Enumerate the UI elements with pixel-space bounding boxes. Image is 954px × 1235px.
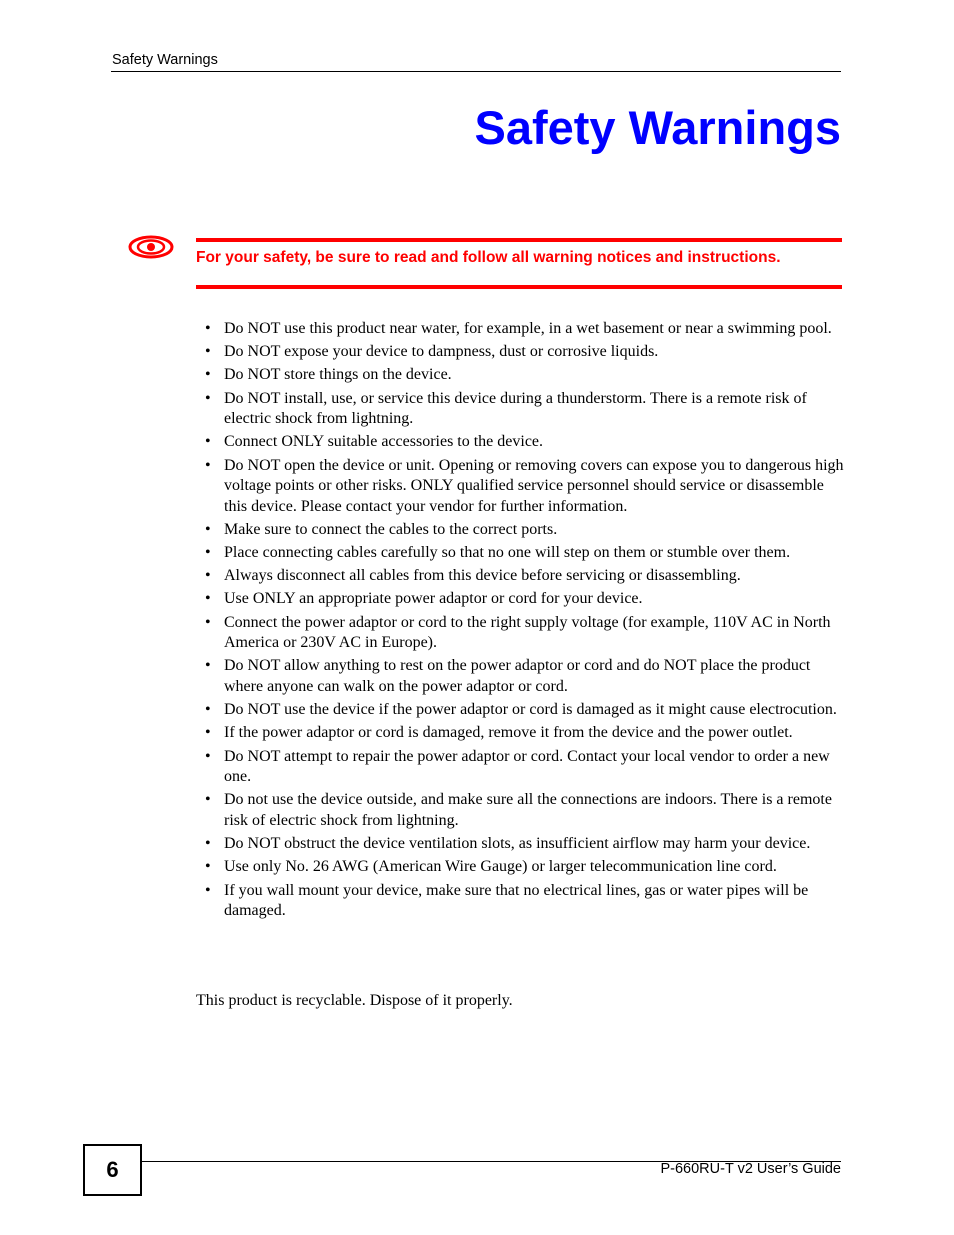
list-item	[204, 319, 844, 340]
list-item	[204, 656, 844, 697]
running-header: Safety Warnings	[112, 52, 218, 68]
bullet-marker: •	[205, 724, 211, 742]
list-item-text: Use ONLY an appropriate power adaptor or cord for your device.	[224, 590, 643, 608]
list-item-text: Do NOT use the device if the power adaptor or cord is damaged as it might cause electrocution.	[224, 701, 837, 719]
bullet-marker: •	[205, 389, 211, 407]
page-title: Safety Warnings	[474, 101, 841, 154]
bullet-marker: •	[205, 701, 211, 719]
list-item-text: If the power adaptor or cord is damaged, remove it from the device and the power outlet.	[224, 724, 793, 742]
header-rule	[111, 71, 841, 72]
bullet-marker: •	[205, 657, 211, 675]
list-item-text: Connect the power adaptor or cord to the right supply voltage (for example, 110V AC in North America or 230V AC in Europe).	[224, 613, 831, 652]
list-item	[204, 881, 844, 922]
bullet-marker: •	[205, 858, 211, 876]
list-item-text: Do NOT use this product near water, for example, in a wet basement or near a swimming pool.	[224, 320, 832, 337]
list-item	[204, 700, 844, 721]
list-item	[204, 520, 844, 541]
list-item	[204, 543, 844, 564]
list-item	[204, 566, 844, 587]
list-item-text: Place connecting cables carefully so that no one will step on them or stumble over them.	[224, 544, 791, 562]
warning-rule-top	[196, 238, 842, 242]
bullet-marker: •	[205, 791, 211, 809]
list-item-text: Do NOT allow anything to rest on the power adaptor or cord and do NOT place the product where anyone can walk on the power adaptor or cord.	[224, 657, 811, 696]
list-item-text: Do NOT store things on the device.	[224, 366, 452, 384]
list-item	[204, 834, 844, 855]
bullet-marker: •	[205, 747, 211, 765]
list-item-text: Do not use the device outside, and make sure all the connections are indoors. There is a remote risk of electric shock from lightning.	[224, 791, 832, 829]
list-item	[204, 432, 844, 453]
list-item-text: Do NOT attempt to repair the power adaptor or cord. Contact your local vendor to order a new one.	[224, 747, 830, 786]
page-number: 6	[83, 1144, 142, 1196]
bullet-marker: •	[205, 343, 211, 361]
list-item-text: Do NOT expose your device to dampness, dust or corrosive liquids.	[224, 343, 659, 361]
list-item	[204, 365, 844, 386]
list-item	[204, 456, 844, 518]
list-item-text: If you wall mount your device, make sure that no electrical lines, gas or water pipes will be damaged.	[224, 881, 809, 920]
list-item-text: Use only No. 26 AWG (American Wire Gauge) or larger telecommunication line cord.	[224, 858, 777, 876]
bullet-marker: •	[205, 590, 211, 608]
list-item-text: Always disconnect all cables from this device before servicing or disassembling.	[224, 567, 741, 585]
bullet-marker: •	[205, 520, 211, 538]
bullet-marker: •	[205, 320, 211, 337]
eye-icon	[127, 234, 175, 260]
warning-rule-bottom	[196, 285, 842, 289]
bullet-marker: •	[205, 567, 211, 585]
list-item-text: Make sure to connect the cables to the correct ports.	[224, 520, 558, 538]
closing-note: This product is recyclable. Dispose of it properly.	[196, 992, 513, 1009]
bullet-marker: •	[205, 433, 211, 451]
bullet-marker: •	[205, 881, 211, 899]
footer-guide-title: P-660RU-T v2 User’s Guide	[660, 1161, 841, 1177]
safety-bullet-list	[204, 319, 844, 924]
list-item-text: Do NOT open the device or unit. Opening or removing covers can expose you to dangerous high voltage points or other risks. ONLY qualified service personnel should service or disassemble this device. Please contact your vendor for further information.	[224, 456, 844, 515]
bullet-marker: •	[205, 613, 211, 631]
bullet-marker: •	[205, 366, 211, 384]
list-item	[204, 857, 844, 878]
list-item	[204, 389, 844, 430]
bullet-marker: •	[205, 544, 211, 562]
bullet-marker: •	[205, 456, 211, 474]
list-item	[204, 747, 844, 788]
list-item	[204, 342, 844, 363]
list-item	[204, 790, 844, 831]
list-item	[204, 589, 844, 610]
list-item-text: Do NOT install, use, or service this device during a thunderstorm. There is a remote risk of electric shock from lightning.	[224, 389, 807, 428]
list-item	[204, 723, 844, 744]
list-item-text: Do NOT obstruct the device ventilation slots, as insufficient airflow may harm your device.	[224, 835, 811, 853]
list-item-text: Connect ONLY suitable accessories to the device.	[224, 433, 544, 451]
list-item	[204, 613, 844, 654]
bullet-marker: •	[205, 835, 211, 853]
warning-text: For your safety, be sure to read and follow all warning notices and instructions.	[196, 249, 781, 266]
